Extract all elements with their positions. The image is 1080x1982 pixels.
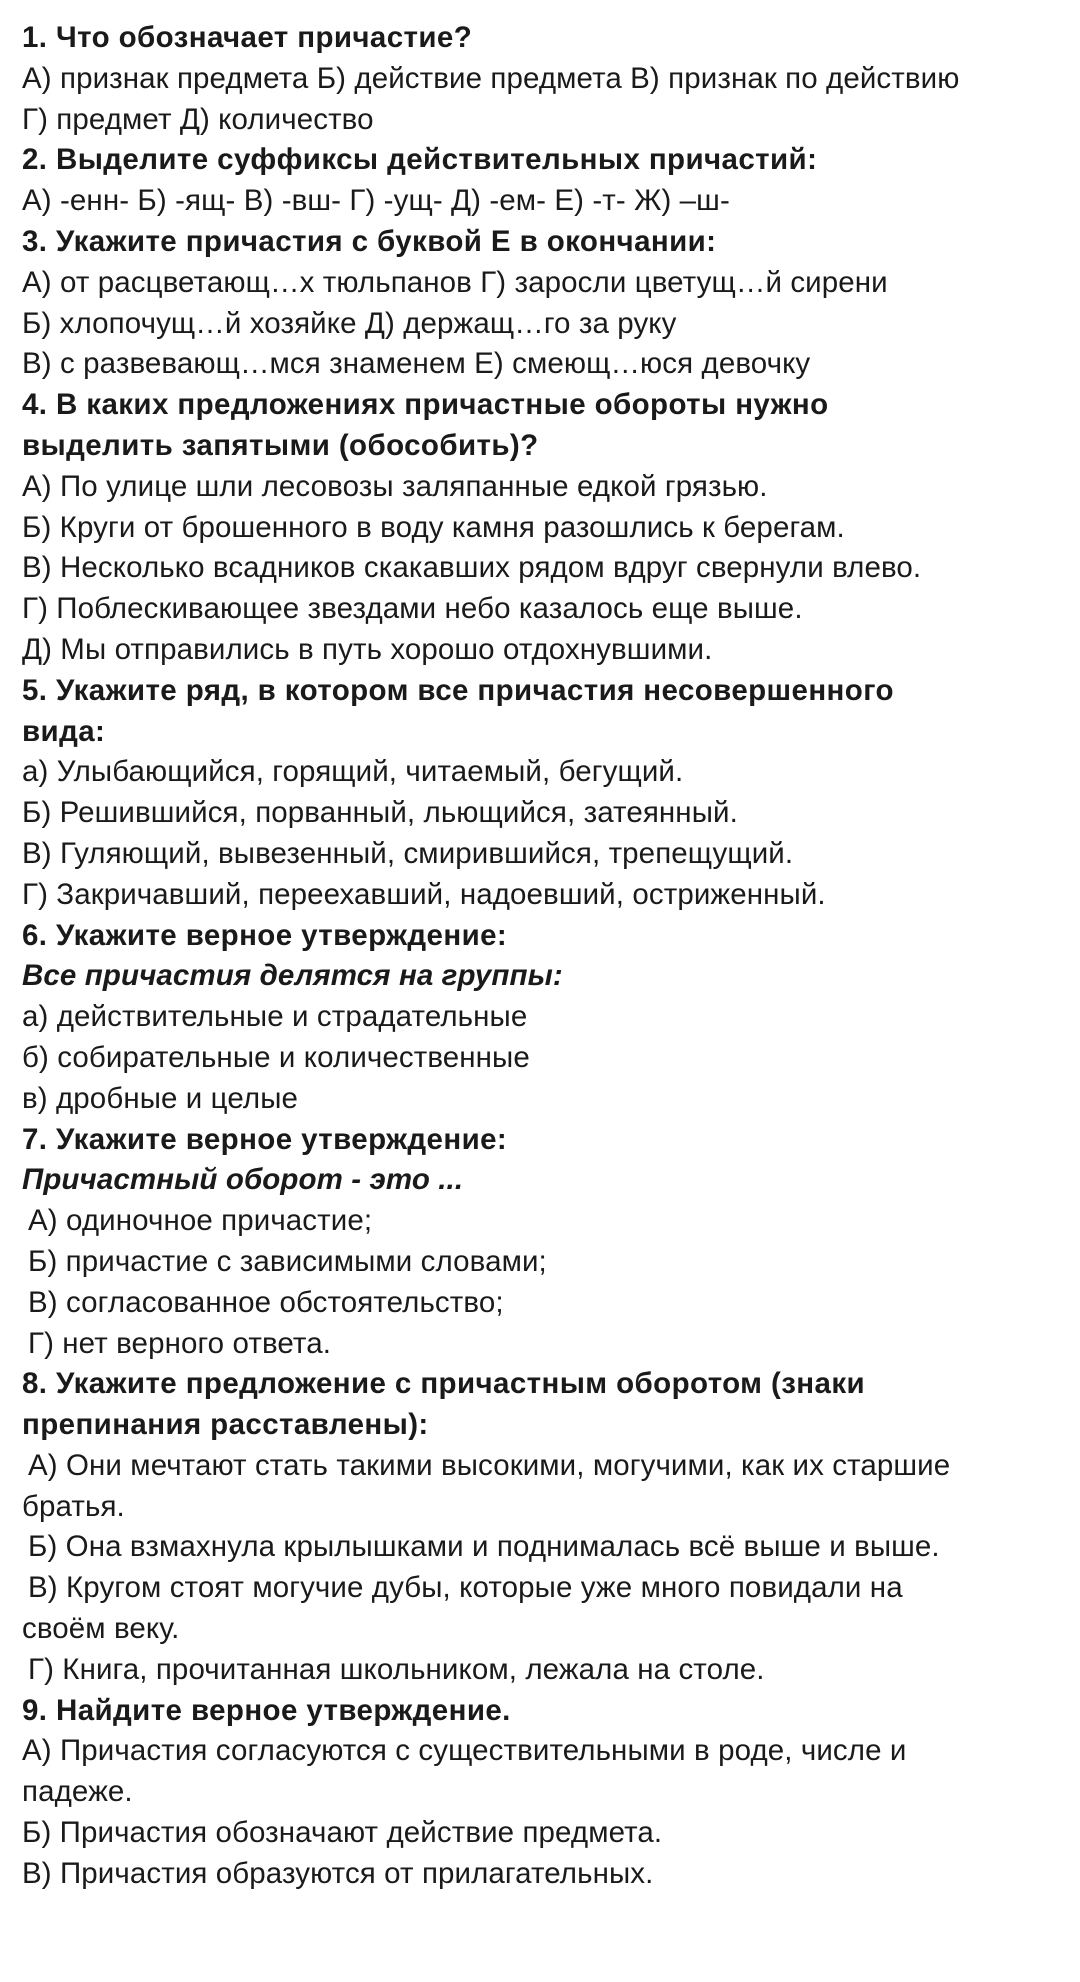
question-subtitle: Все причастия делятся на группы:	[22, 959, 563, 993]
question-text: 7. Укажите верное утверждение:	[22, 1122, 508, 1156]
question-text: 1. Что обозначает причастие?	[22, 21, 473, 54]
question-text: 3. Укажите причастия с буквой Е в окончании:	[22, 224, 717, 258]
answer-option: А) Они мечтают стать такими высокими, могучими, как их старшие	[28, 1448, 951, 1482]
answer-option: Б) хлопочущ…й хозяйке Д) держащ…го за руку	[22, 306, 677, 340]
answer-option: Г) Книга, прочитанная школьником, лежала на столе.	[28, 1652, 765, 1686]
answer-option: Д) Мы отправились в путь хорошо отдохнувшими.	[22, 632, 713, 666]
answer-option: Г) Поблескивающее звездами небо казалось еще выше.	[22, 592, 803, 626]
answer-option: Г) предмет Д) количество	[22, 102, 374, 136]
answer-option: В) Гуляющий, вывезенный, смирившийся, трепещущий.	[22, 836, 794, 870]
question-subtitle: Причастный оборот - это ...	[22, 1163, 464, 1197]
answer-option: А) признак предмета Б) действие предмета В) признак по действию	[22, 61, 960, 95]
answer-option: А) Причастия согласуются с существительными в роде, числе и	[22, 1734, 907, 1768]
question-text: 5. Укажите ряд, в котором все причастия несовершенного	[22, 673, 894, 707]
answer-option: б) собирательные и количественные	[22, 1040, 530, 1074]
question-text: вида:	[22, 714, 106, 748]
answer-option: В) с развевающ…мся знаменем Е) смеющ…юся девочку	[22, 347, 811, 381]
answer-option: а) действительные и страдательные	[22, 1000, 528, 1034]
answer-option: А) -енн- Б) -ящ- В) -вш- Г) -ущ- Д) -ем- Е) -т- Ж) –ш-	[22, 184, 730, 218]
answer-option: В) Несколько всадников скакавших рядом вдруг свернули влево.	[22, 551, 922, 585]
answer-option: В) согласованное обстоятельство;	[28, 1285, 504, 1319]
answer-option: Б) Решившийся, порванный, льющийся, затеянный.	[22, 796, 738, 830]
question-text: 9. Найдите верное утверждение.	[22, 1693, 511, 1727]
question-text: выделить запятыми (обособить)?	[22, 428, 539, 462]
answer-option: В) Причастия образуются от прилагательных.	[22, 1856, 654, 1890]
answer-option: Б) Она взмахнула крылышками и поднималась всё выше и выше.	[28, 1530, 940, 1564]
answer-option: А) от расцветающ…х тюльпанов Г) заросли цветущ…й сирени	[22, 265, 888, 299]
answer-option: а) Улыбающийся, горящий, читаемый, бегущий.	[22, 755, 684, 789]
answer-option: Г) Закричавший, переехавший, надоевший, остриженный.	[22, 877, 826, 911]
question-text: 8. Укажите предложение с причастным оборотом (знаки	[22, 1367, 866, 1401]
answer-option: А) По улице шли лесовозы заляпанные едкой грязью.	[22, 469, 768, 503]
answer-option: в) дробные и целые	[22, 1081, 299, 1115]
question-text: 6. Укажите верное утверждение:	[22, 918, 508, 952]
answer-option: А) одиночное причастие;	[28, 1204, 373, 1238]
answer-option: Б) Круги от брошенного в воду камня разошлись к берегам.	[22, 510, 845, 544]
answer-option: братья.	[22, 1489, 125, 1523]
answer-option: падеже.	[22, 1775, 133, 1809]
answer-option: Г) нет верного ответа.	[28, 1326, 332, 1360]
question-text: препинания расставлены):	[22, 1408, 429, 1442]
answer-option: Б) Причастия обозначают действие предмета.	[22, 1816, 663, 1850]
question-text: 2. Выделите суффиксы действительных причастий:	[22, 143, 818, 177]
quiz-text	[22, 18, 1066, 1895]
answer-option: своём веку.	[22, 1612, 180, 1646]
answer-option: В) Кругом стоят могучие дубы, которые уже много повидали на	[28, 1571, 903, 1605]
question-text: 4. В каких предложениях причастные обороты нужно	[22, 388, 829, 422]
answer-option: Б) причастие с зависимыми словами;	[28, 1244, 547, 1278]
